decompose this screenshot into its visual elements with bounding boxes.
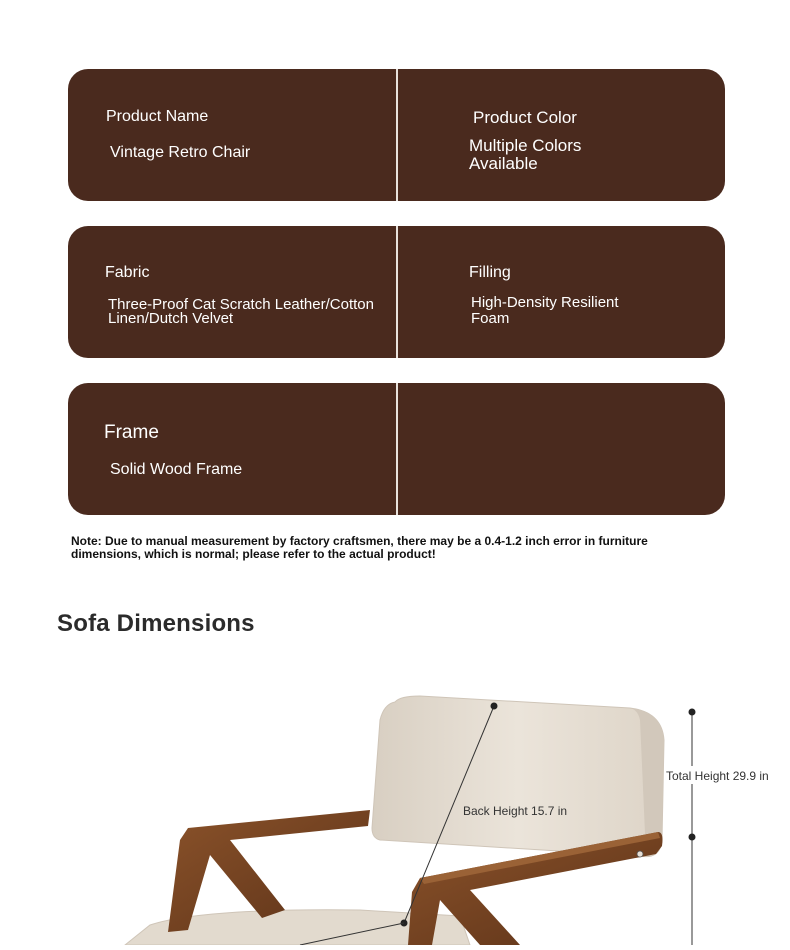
frame-label: Frame [104,422,159,443]
product-color-value-line2: Available [469,154,538,173]
total-height-mid-dot [689,834,696,841]
note-line-1: Note: Due to manual measurement by factory craftsmen, there may be a 0.4-1.2 inch error in furniture [71,534,648,548]
measurement-note [71,535,651,561]
product-color-value-line1: Multiple Colors [469,136,582,155]
card-divider [396,69,398,201]
back-height-label: Back Height 15.7 in [463,804,568,818]
filling-value-line1: High-Density Resilient [471,294,619,311]
spec-card-fabric-filling [68,226,725,358]
card-divider [396,383,398,515]
total-height-top-dot [689,709,696,716]
spec-card-name-color [68,69,725,201]
card-divider [396,226,398,358]
screw-icon [637,851,643,857]
section-title: Sofa Dimensions [57,610,255,637]
back-height-top-dot [491,703,498,710]
fabric-value-line1: Three-Proof Cat Scratch Leather/Cotton [108,296,374,313]
filling-value-line2: Foam [471,310,510,327]
chair-illustration [0,660,790,945]
back-cushion [372,696,664,857]
product-name-value: Vintage Retro Chair [110,144,251,161]
spec-card-frame [68,383,725,515]
filling-label: Filling [469,264,511,281]
fabric-value-line2: Linen/Dutch Velvet [108,310,234,327]
total-height-label: Total Height 29.9 in [666,769,769,783]
chair-dimension-figure [0,660,790,945]
product-name-label: Product Name [106,108,209,125]
frame-value: Solid Wood Frame [110,461,243,478]
product-color-label: Product Color [473,108,577,127]
fabric-label: Fabric [105,264,150,281]
note-line-2: dimensions, which is normal; please refer to the actual product! [71,547,436,561]
